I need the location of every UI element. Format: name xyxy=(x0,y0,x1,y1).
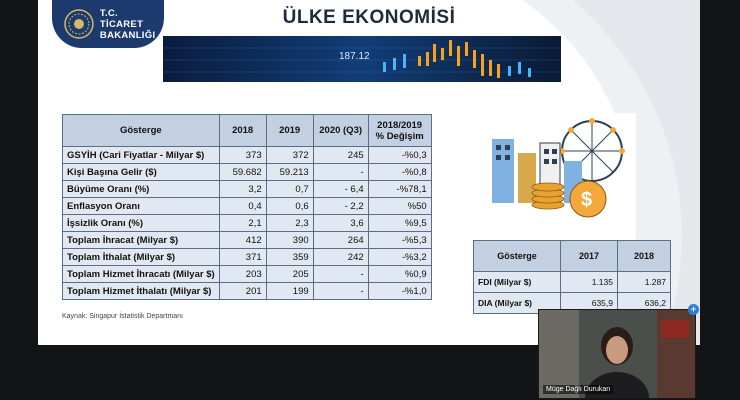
source-note: Kaynak: Singapur İstatistik Departmanı xyxy=(62,313,184,320)
col-header-2018: 2018 xyxy=(219,115,266,147)
row-indicator-cell: Toplam Hizmet İthalatı (Milyar $) xyxy=(63,283,220,300)
svg-text:$: $ xyxy=(581,189,593,211)
col-header-2020q3: 2020 (Q3) xyxy=(313,115,368,147)
row-value-cell: 3,2 xyxy=(219,181,266,198)
row-indicator-cell: Toplam Hizmet İhracatı (Milyar $) xyxy=(63,266,220,283)
row-value-cell: -%78,1 xyxy=(368,181,431,198)
participant-name-label: Müge Dağlı Durukan xyxy=(543,385,613,394)
row-value-cell: - xyxy=(313,266,368,283)
row-value-cell: 372 xyxy=(266,147,313,164)
fdi-col-header-2018: 2018 xyxy=(618,241,671,272)
row-value-cell: 201 xyxy=(219,283,266,300)
row-value-cell: 2,1 xyxy=(219,215,266,232)
fdi-col-header-indicator: Gösterge xyxy=(474,241,561,272)
col-header-change-line2: % Değişim xyxy=(375,130,424,142)
city-finance-illustration xyxy=(484,113,636,225)
fdi-table-body xyxy=(474,272,671,314)
row-value-cell: -%5,3 xyxy=(368,232,431,249)
row-value-cell: 59.682 xyxy=(219,164,266,181)
fdi-indicator-cell: FDI (Milyar $) xyxy=(474,272,561,293)
logo-line-2: BAKANLIĞI xyxy=(99,29,156,41)
table-row xyxy=(63,181,432,198)
col-header-change-line1: 2018/2019 xyxy=(377,119,423,131)
row-value-cell: 245 xyxy=(313,147,368,164)
table-body xyxy=(63,147,432,300)
table-row xyxy=(63,266,432,283)
row-indicator-cell: Kişi Başına Gelir ($) xyxy=(63,164,220,181)
table-row xyxy=(63,147,432,164)
row-value-cell: %0,9 xyxy=(368,266,431,283)
table-row xyxy=(63,283,432,300)
fdi-value-cell: 636,2 xyxy=(618,293,671,314)
fdi-col-header-2017: 2017 xyxy=(561,241,618,272)
row-value-cell: 371 xyxy=(219,249,266,266)
fdi-indicator-cell: DIA (Milyar $) xyxy=(474,293,561,314)
table-row xyxy=(63,198,432,215)
row-value-cell: 242 xyxy=(313,249,368,266)
row-value-cell: -%0,8 xyxy=(368,164,431,181)
row-value-cell: - xyxy=(313,283,368,300)
fdi-header-row xyxy=(474,241,671,272)
row-value-cell: 0,6 xyxy=(266,198,313,215)
fdi-value-cell: 635,9 xyxy=(561,293,618,314)
slide-title: ÜLKE EKONOMİSİ xyxy=(282,7,456,28)
row-value-cell: - 2,2 xyxy=(313,198,368,215)
row-value-cell: %9,5 xyxy=(368,215,431,232)
row-value-cell: 0,4 xyxy=(219,198,266,215)
row-value-cell: - 6,4 xyxy=(313,181,368,198)
row-value-cell: 2,3 xyxy=(266,215,313,232)
stock-banner-image xyxy=(163,36,561,82)
row-value-cell: 390 xyxy=(266,232,313,249)
fdi-value-cell: 1.135 xyxy=(561,272,618,293)
fdi-table-row xyxy=(474,272,671,293)
table-row xyxy=(63,249,432,266)
row-value-cell: 359 xyxy=(266,249,313,266)
row-value-cell: - xyxy=(313,164,368,181)
row-value-cell: 412 xyxy=(219,232,266,249)
logo-line-1: T.C. TİCARET xyxy=(99,7,144,30)
row-value-cell: 199 xyxy=(266,283,313,300)
table-row xyxy=(63,215,432,232)
row-indicator-cell: GSYİH (Cari Fiyatlar - Milyar $) xyxy=(63,147,220,164)
presentation-slide xyxy=(38,0,700,345)
fdi-value-cell: 1.287 xyxy=(618,272,671,293)
row-value-cell: 264 xyxy=(313,232,368,249)
col-header-2019: 2019 xyxy=(266,115,313,147)
row-value-cell: 205 xyxy=(266,266,313,283)
row-value-cell: -%3,2 xyxy=(368,249,431,266)
col-header-indicator: Gösterge xyxy=(63,115,220,147)
row-indicator-cell: İşsizlik Oranı (%) xyxy=(63,215,220,232)
participant-video-tile[interactable] xyxy=(538,309,696,399)
row-value-cell: -%0,3 xyxy=(368,147,431,164)
banner-price-text: 187.12 xyxy=(339,51,370,62)
row-indicator-cell: Toplam İthalat (Milyar $) xyxy=(63,249,220,266)
row-value-cell: 3,6 xyxy=(313,215,368,232)
row-value-cell: 373 xyxy=(219,147,266,164)
row-indicator-cell: Enflasyon Oranı xyxy=(63,198,220,215)
economy-indicators-table xyxy=(62,114,432,300)
row-value-cell: %50 xyxy=(368,198,431,215)
row-value-cell: 59.213 xyxy=(266,164,313,181)
table-row xyxy=(63,232,432,249)
row-value-cell: -%1,0 xyxy=(368,283,431,300)
row-indicator-cell: Toplam İhracat (Milyar $) xyxy=(63,232,220,249)
fdi-dia-table xyxy=(473,240,671,314)
table-row xyxy=(63,164,432,181)
col-header-change xyxy=(368,115,431,147)
add-participant-button[interactable]: + xyxy=(688,304,699,315)
row-value-cell: 203 xyxy=(219,266,266,283)
table-header-row xyxy=(63,115,432,147)
row-indicator-cell: Büyüme Oranı (%) xyxy=(63,181,220,198)
row-value-cell: 0,7 xyxy=(266,181,313,198)
